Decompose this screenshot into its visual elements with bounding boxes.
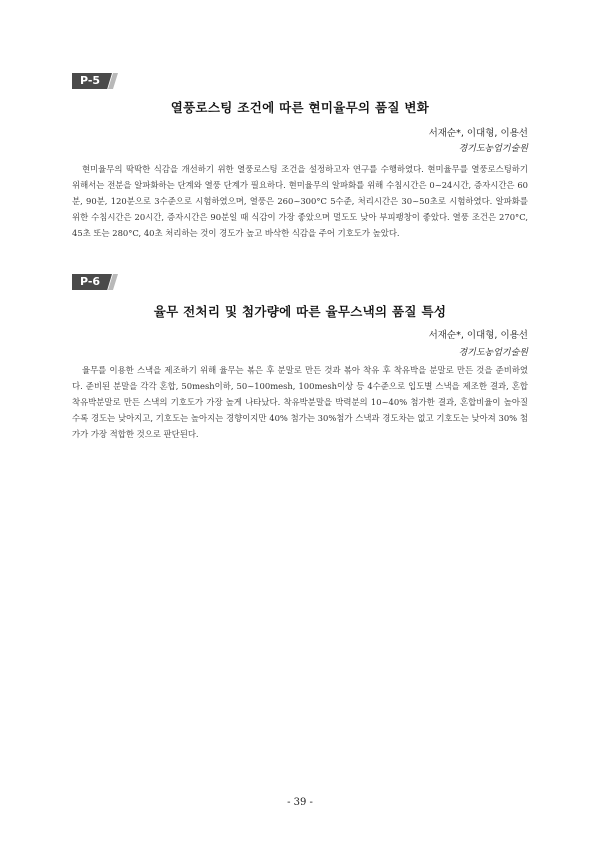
section-badge-p6 <box>72 274 118 290</box>
authors: 서재순*, 이대형, 이용선 <box>428 330 528 341</box>
section-title: 열풍로스팅 조건에 따른 현미율무의 품질 변화 <box>170 100 430 115</box>
section-badge-p5 <box>72 73 118 89</box>
page-number: - 39 - <box>287 797 313 808</box>
section-title: 율무 전처리 및 첨가량에 따른 율무스낵의 품질 특성 <box>153 304 447 319</box>
abstract: 현미율무의 딱딱한 식감을 개선하기 위한 열풍로스팅 조건을 설정하고자 연구를 수행하였다. 현미율무를 열풍로스팅하기 위해서는 전분을 알파화하는 단계와 열풍 단계가 필요하다. 현미율무의 알파화를 위해 수침시간은 0~24시간, 증자시간은 60분, 90분, 120분으로 3수준으로 시험하였으며, 열풍은 260~300°C 5수준, 처리시간은 30~50초로 시험하였다. 알파화를 위한 수침시간은 20시간, 증자시간은 90분일 때 식감이 가장 좋았으며 멀도도 낮아 부피팽창이 좋았다. 열풍 조건은 270°C, 45초 또는 280°C, 40초 처리하는 것이 경도가 높고 바삭한 식감을 주어 기호도가 높았다. <box>72 164 528 238</box>
badge-label: P-6 <box>79 275 101 288</box>
abstract: 율무를 이용한 스낵을 제조하기 위해 율무는 볶은 후 분말로 만든 것과 볶아 착유 후 착유박을 분말로 만든 것을 준비하였다. 준비된 분말을 각각 혼합, 50mesh이하, 50~100mesh, 100mesh이상 등 4수준으로 입도별 스낵을 제조한 결과, 혼합 착유박분말로 만든 스낵의 기호도가 가장 높게 나타났다. 착유박분말을 박력분의 10~40% 첨가한 결과, 혼합비율이 높아질수록 경도는 낮아지고, 기호도는 높아지는 경향이지만 40% 첨가는 30%첨가 스낵과 경도차는 없고 기호도는 낮아져 30% 첨가가 가장 적합한 것으로 판단된다. <box>72 365 528 439</box>
authors: 서재순*, 이대형, 이용선 <box>428 128 528 139</box>
badge-label: P-5 <box>79 74 101 87</box>
affiliation: 경기도농업기술원 <box>458 348 528 358</box>
affiliation: 경기도농업기술원 <box>458 144 528 154</box>
